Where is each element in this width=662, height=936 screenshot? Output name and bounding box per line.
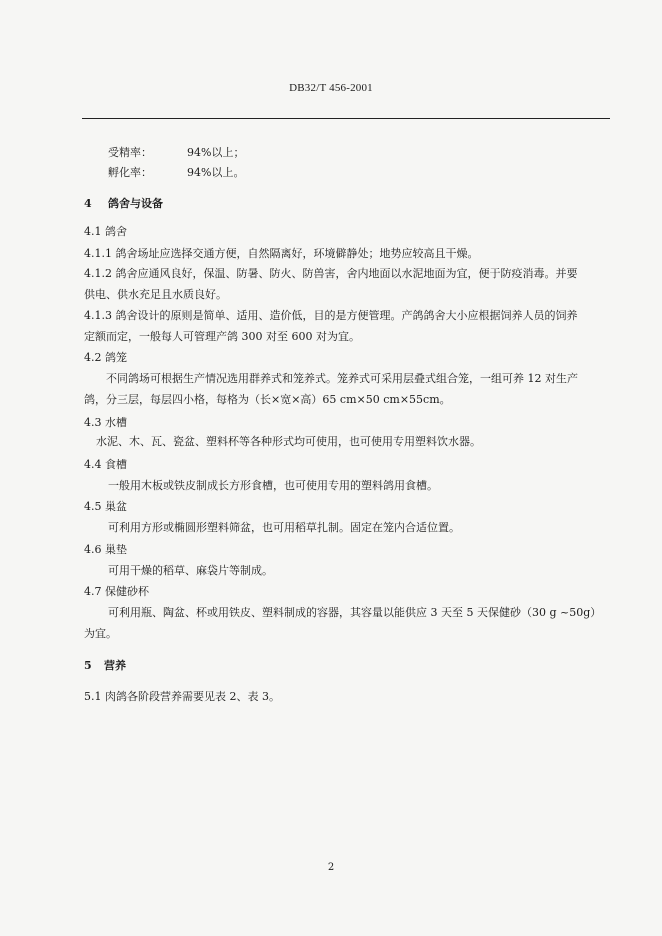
clause-4-6-heading: 4.6 巢垫 — [84, 543, 127, 556]
clause-4-4-text: 一般用木板或铁皮制成长方形食槽，也可使用专用的塑料鸽用食槽。 — [108, 479, 438, 492]
section-4-heading: 鸽舍与设备 — [108, 197, 163, 210]
header-rule — [82, 118, 610, 119]
clause-4-3-text: 水泥、木、瓦、瓷盆、塑料杯等各种形式均可使用，也可使用专用塑料饮水器。 — [96, 435, 481, 448]
rate-label-hatching: 孵化率： — [108, 166, 152, 179]
clause-4-1-1-text: 4.1.1 鸽舍场址应选择交通方便，自然隔离好，环境僻静处；地势应较高且干燥。 — [84, 247, 479, 260]
clause-4-1-2-line1: 4.1.2 鸽舍应通风良好，保温、防暑、防火、防兽害，舍内地面以水泥地面为宜，便于防疫消毒。并要 — [84, 267, 578, 280]
page-number: 2 — [327, 862, 335, 873]
clause-4-1-heading: 4.1 鸽舍 — [84, 225, 127, 238]
clause-4-1-2-line2: 供电、供水充足且水质良好。 — [84, 288, 227, 301]
rate-value-hatching: 94%以上。 — [187, 166, 245, 179]
clause-4-4-heading: 4.4 食槽 — [84, 458, 127, 471]
rate-label-fertility: 受精率： — [108, 146, 152, 159]
clause-4-1-3-line1: 4.1.3 鸽舍设计的原则是简单、适用、造价低，目的是方便管理。产鸽鸽舍大小应根据饲养人员的饲养 — [84, 309, 578, 322]
section-5-number: 5 — [84, 659, 92, 672]
clause-4-2-line2: 鸽，分三层，每层四小格，每格为（长×宽×高）65 cm×50 cm×55cm。 — [84, 393, 451, 406]
clause-4-2-heading: 4.2 鸽笼 — [84, 351, 127, 364]
clause-4-3-heading: 4.3 水槽 — [84, 416, 127, 429]
section-5-heading: 营养 — [104, 659, 126, 672]
clause-4-2-line1: 不同鸽场可根据生产情况选用群养式和笼养式。笼养式可采用层叠式组合笼，一组可养 12 对生产 — [106, 372, 578, 385]
clause-4-6-text: 可用干燥的稻草、麻袋片等制成。 — [108, 564, 273, 577]
clause-4-1-3-line2: 定额而定，一般每人可管理产鸽 300 对至 600 对为宜。 — [84, 330, 360, 343]
rate-value-fertility: 94%以上； — [187, 146, 245, 159]
clause-5-1-text: 5.1 肉鸽各阶段营养需要见表 2、表 3。 — [84, 690, 280, 703]
section-4-number: 4 — [84, 197, 92, 210]
clause-4-7-heading: 4.7 保健砂杯 — [84, 585, 149, 598]
clause-4-5-heading: 4.5 巢盆 — [84, 500, 127, 513]
clause-4-7-line1: 可利用瓶、陶盆、杯或用铁皮、塑料制成的容器，其容量以能供应 3 天至 5 天保健砂（30 g ~50g） — [108, 606, 602, 619]
clause-4-5-text: 可利用方形或椭圆形塑料筛盆，也可用稻草扎制。固定在笼内合适位置。 — [108, 521, 460, 534]
document-code-header: DB32/T 456-2001 — [289, 82, 373, 94]
clause-4-7-line2: 为宜。 — [84, 627, 117, 640]
